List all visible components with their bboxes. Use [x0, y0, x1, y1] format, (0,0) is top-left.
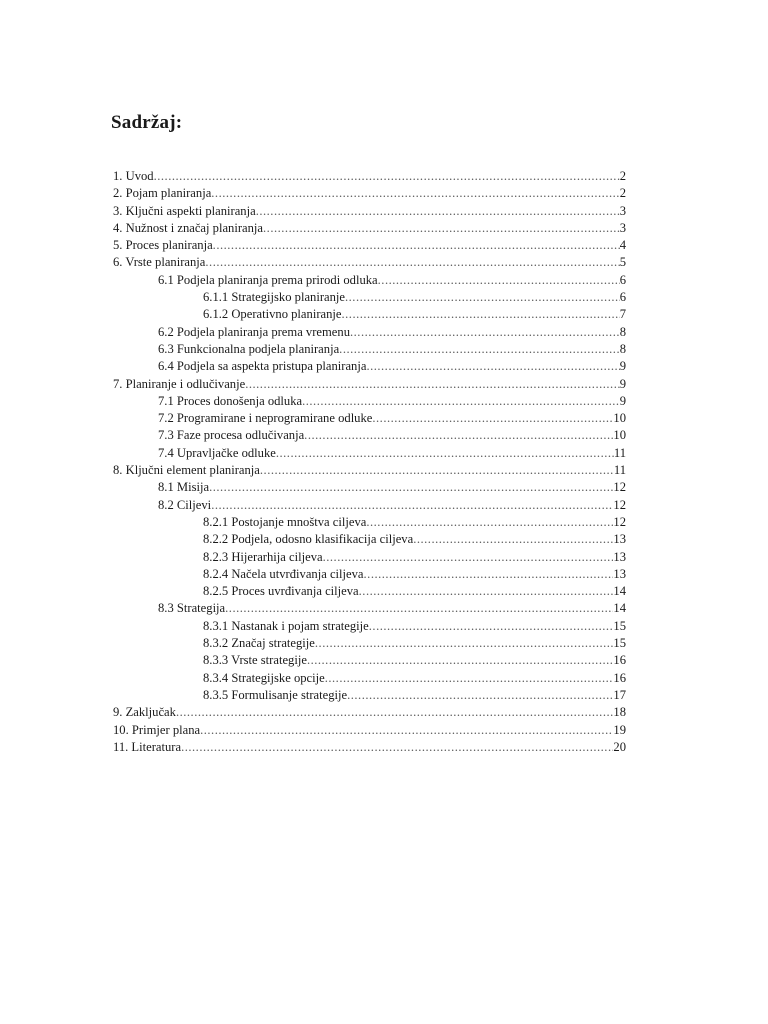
- toc-entry-page-number: 13: [613, 566, 626, 581]
- toc-dot-leader: [315, 635, 614, 652]
- toc-dot-leader: [211, 497, 613, 514]
- toc-entry[interactable]: [113, 289, 626, 306]
- toc-entry-label: 8.3.2 Značaj strategije: [203, 636, 315, 651]
- toc-entry-label: 7.2 Programirane i neprogramirane odluke: [158, 411, 373, 426]
- toc-entry-page-number: 8: [619, 341, 626, 356]
- toc-entry-label: 7.1 Proces donošenja odluka: [158, 393, 303, 408]
- toc-dot-leader: [372, 410, 613, 427]
- toc-entry-label: 1. Uvod: [113, 169, 154, 183]
- toc-entry-page-number: 16: [613, 653, 626, 668]
- toc-entry-page-number: 6: [619, 272, 626, 287]
- toc-entry-page-number: 8: [619, 324, 626, 339]
- toc-dot-leader: [323, 549, 614, 566]
- toc-dot-leader: [359, 583, 614, 600]
- toc-entry-label: 3. Ključni aspekti planiranja: [113, 203, 256, 218]
- toc-entry-label: 5. Proces planiranja: [113, 238, 213, 253]
- toc-entry-page-number: 9: [619, 393, 626, 408]
- toc-entry-label: 6.1.1 Strategijsko planiranje: [203, 290, 345, 305]
- toc-entry[interactable]: [113, 410, 626, 427]
- toc-entry-label: 11. Literatura: [113, 739, 182, 754]
- toc-dot-leader: [302, 393, 620, 410]
- toc-entry-label: 8.3 Strategija: [158, 601, 226, 616]
- toc-entry[interactable]: [113, 566, 626, 583]
- toc-dot-leader: [181, 739, 613, 756]
- toc-entry[interactable]: [113, 618, 626, 635]
- toc-dot-leader: [378, 272, 620, 289]
- toc-entry[interactable]: [113, 185, 626, 202]
- toc-dot-leader: [209, 479, 613, 496]
- toc-entry-page-number: 11: [613, 463, 626, 478]
- toc-dot-leader: [413, 531, 613, 548]
- toc-dot-leader: [225, 600, 613, 617]
- toc-entry[interactable]: [113, 254, 626, 271]
- toc-entry-label: 8.3.3 Vrste strategije: [203, 653, 307, 668]
- toc-entry-label: 8.2.1 Postojanje mnoštva ciljeva: [203, 514, 367, 529]
- toc-entry[interactable]: [113, 704, 626, 721]
- toc-entry-label: 8.2 Ciljevi: [158, 497, 212, 512]
- toc-entry[interactable]: [113, 272, 626, 289]
- toc-entry[interactable]: [113, 358, 626, 375]
- toc-entry-label: 6.1 Podjela planiranja prema prirodi odluka: [158, 272, 378, 287]
- toc-entry-label: 4. Nužnost i značaj planiranja: [113, 220, 264, 235]
- toc-entry[interactable]: [113, 462, 626, 479]
- toc-entry-label: 6.2 Podjela planiranja prema vremenu: [158, 324, 350, 339]
- toc-entry[interactable]: [113, 549, 626, 566]
- toc-entry-page-number: 15: [613, 636, 626, 651]
- toc-entry[interactable]: [113, 670, 626, 687]
- toc-entry-label: 8.2.2 Podjela, odosno klasifikacija ciljeva: [203, 532, 414, 547]
- toc-dot-leader: [347, 687, 613, 704]
- toc-dot-leader: [364, 566, 614, 583]
- toc-entry-page-number: 12: [613, 480, 626, 495]
- toc-entry-label: 8.3.4 Strategijske opcije: [203, 670, 325, 685]
- table-of-contents: [113, 168, 626, 756]
- toc-entry-page-number: 11: [613, 445, 626, 460]
- toc-dot-leader: [256, 203, 620, 220]
- toc-entry[interactable]: [113, 479, 626, 496]
- toc-entry-page-number: 13: [613, 532, 626, 547]
- toc-entry[interactable]: [113, 497, 626, 514]
- toc-entry[interactable]: [113, 393, 626, 410]
- toc-entry-page-number: 6: [619, 290, 626, 305]
- toc-entry[interactable]: [113, 687, 626, 704]
- toc-entry-page-number: 16: [613, 670, 626, 685]
- toc-entry[interactable]: [113, 237, 626, 254]
- toc-entry-page-number: 5: [619, 255, 626, 270]
- toc-dot-leader: [350, 324, 620, 341]
- toc-entry-page-number: 3: [619, 203, 626, 218]
- toc-dot-leader: [307, 652, 613, 669]
- toc-entry-page-number: 18: [613, 705, 626, 720]
- toc-entry[interactable]: [113, 341, 626, 358]
- toc-entry[interactable]: [113, 324, 626, 341]
- toc-entry[interactable]: [113, 306, 626, 323]
- toc-dot-leader: [339, 341, 620, 358]
- toc-dot-leader: [366, 514, 613, 531]
- page-title: Sadržaj:: [111, 112, 183, 133]
- toc-dot-leader: [205, 254, 619, 271]
- toc-entry-label: 8.2.5 Proces uvrđivanja ciljeva: [203, 584, 359, 599]
- toc-entry-label: 10. Primjer plana: [113, 722, 201, 737]
- toc-entry-label: 8.2.3 Hijerarhija ciljeva: [203, 549, 323, 564]
- toc-entry-label: 6.1.2 Operativno planiranje: [203, 307, 342, 322]
- toc-dot-leader: [304, 427, 613, 444]
- toc-entry-page-number: 14: [613, 584, 626, 599]
- toc-dot-leader: [200, 722, 613, 739]
- toc-dot-leader: [345, 289, 620, 306]
- toc-entry[interactable]: [113, 427, 626, 444]
- toc-entry-label: 8. Ključni element planiranja: [113, 463, 260, 478]
- toc-entry-label: 7. Planiranje i odlučivanje: [113, 376, 246, 391]
- toc-entry-page-number: 14: [613, 601, 626, 616]
- toc-entry[interactable]: [113, 531, 626, 548]
- toc-entry[interactable]: [113, 652, 626, 669]
- toc-entry[interactable]: [113, 376, 626, 393]
- toc-entry[interactable]: [113, 220, 626, 237]
- toc-dot-leader: [366, 358, 619, 375]
- toc-entry[interactable]: [113, 203, 626, 220]
- toc-entry-page-number: 3: [619, 220, 626, 235]
- toc-dot-leader: [211, 185, 619, 202]
- toc-entry[interactable]: [113, 583, 626, 600]
- toc-entry-page-number: 15: [613, 618, 626, 633]
- toc-entry-page-number: 2: [619, 186, 626, 201]
- toc-dot-leader: [342, 306, 620, 323]
- toc-entry[interactable]: [113, 168, 626, 185]
- toc-entry-page-number: 13: [613, 549, 626, 564]
- toc-entry-label: 2. Pojam planiranja: [113, 186, 212, 201]
- toc-entry-page-number: 7: [619, 307, 626, 322]
- toc-entry-label: 6.3 Funkcionalna podjela planiranja: [158, 341, 340, 356]
- toc-entry-page-number: 12: [613, 497, 626, 512]
- toc-dot-leader: [176, 704, 613, 721]
- toc-entry-label: 8.3.1 Nastanak i pojam strategije: [203, 618, 369, 633]
- toc-entry-label: 9. Zaključak: [113, 705, 176, 720]
- toc-dot-leader: [369, 618, 614, 635]
- toc-dot-leader: [154, 168, 620, 185]
- toc-entry-page-number: 10: [613, 411, 626, 426]
- toc-entry-label: 7.3 Faze procesa odlučivanja: [158, 428, 305, 443]
- toc-entry-label: 8.2.4 Načela utvrđivanja ciljeva: [203, 566, 364, 581]
- toc-dot-leader: [325, 670, 614, 687]
- toc-entry-label: 8.1 Misija: [158, 480, 210, 495]
- toc-entry-label: 7.4 Upravljačke odluke: [158, 445, 276, 460]
- toc-dot-leader: [263, 220, 620, 237]
- toc-entry[interactable]: [113, 635, 626, 652]
- toc-entry-page-number: 20: [613, 739, 626, 754]
- toc-entry-page-number: 19: [613, 722, 626, 737]
- toc-entry-page-number: 4: [619, 238, 626, 253]
- toc-entry-page-number: 2: [619, 169, 626, 183]
- toc-entry-page-number: 17: [613, 687, 626, 702]
- toc-dot-leader: [245, 376, 620, 393]
- toc-entry-page-number: 10: [613, 428, 626, 443]
- toc-entry[interactable]: [113, 739, 626, 756]
- toc-entry-page-number: 9: [619, 359, 626, 374]
- toc-entry-label: 8.3.5 Formulisanje strategije: [203, 687, 348, 702]
- toc-entry-label: 6. Vrste planiranja: [113, 255, 206, 270]
- toc-entry-page-number: 9: [619, 376, 626, 391]
- toc-entry[interactable]: [113, 514, 626, 531]
- toc-dot-leader: [213, 237, 620, 254]
- toc-entry-page-number: 12: [613, 514, 626, 529]
- toc-entry[interactable]: [113, 600, 626, 617]
- toc-dot-leader: [276, 445, 614, 462]
- toc-entry[interactable]: [113, 722, 626, 739]
- toc-entry-label: 6.4 Podjela sa aspekta pristupa planiranja: [158, 359, 367, 374]
- toc-entry[interactable]: [113, 445, 626, 462]
- toc-dot-leader: [260, 462, 614, 479]
